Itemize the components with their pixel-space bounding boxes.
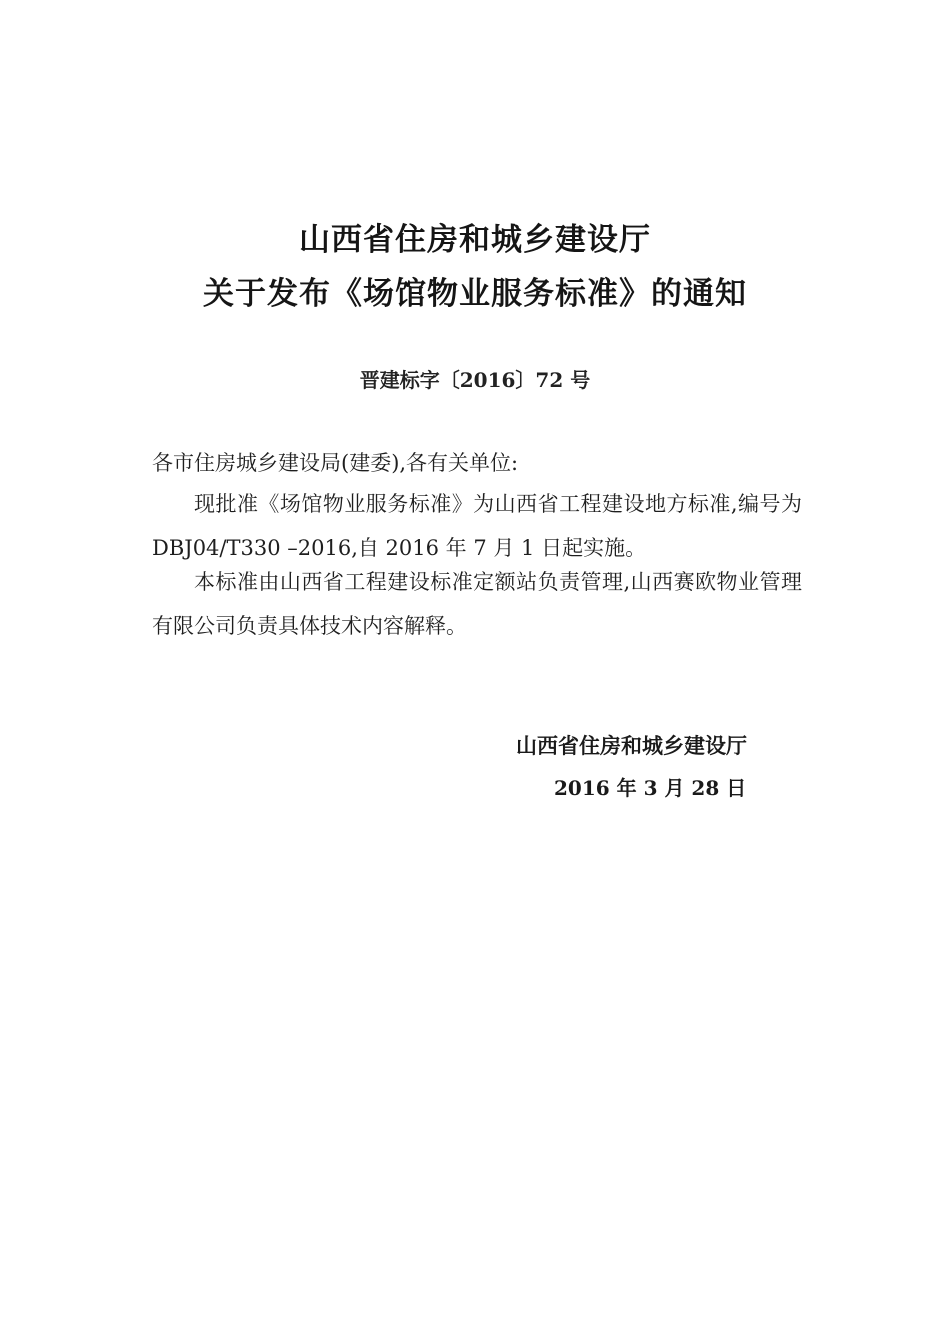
- paragraph-approval: 现批准《场馆物业服务标准》为山西省工程建设地方标准,编号为 DBJ04/T330 –2016,自 2016 年 7 月 1 日起实施。: [152, 492, 802, 560]
- paragraph-management: 本标准由山西省工程建设标准定额站负责管理,山西赛欧物业管理有限公司负责具体技术内容解释。: [152, 570, 802, 638]
- issuer-signature: 山西省住房和城乡建设厅: [516, 733, 747, 758]
- notice-title-line-2: 关于发布《场馆物业服务标准》的通知: [203, 276, 747, 312]
- notice-title-line-1: 山西省住房和城乡建设厅: [299, 222, 651, 258]
- salutation: 各市住房城乡建设局(建委),各有关单位:: [152, 451, 519, 475]
- issue-date: 2016 年 3 月 28 日: [554, 776, 747, 800]
- document-number: 晋建标字〔2016〕72 号: [359, 368, 591, 392]
